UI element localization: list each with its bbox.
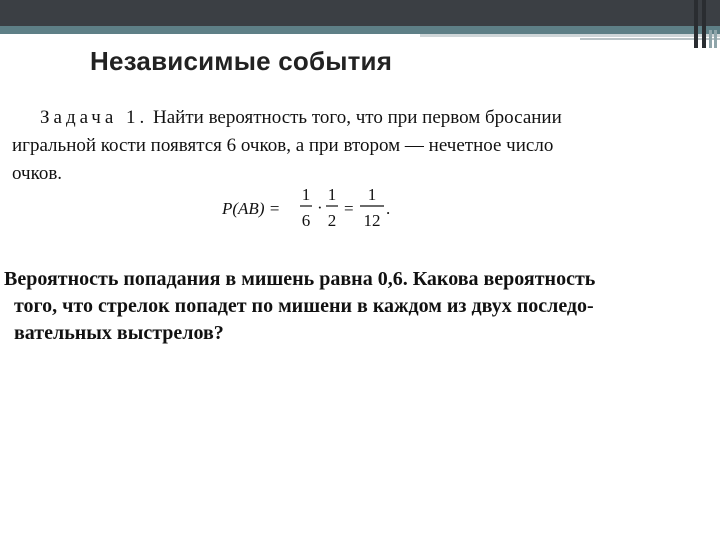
fraction-3-numerator: 1 [367,185,377,204]
fraction-2-numerator: 1 [327,185,337,204]
corner-decoration [714,30,717,48]
task-1-label: Задача 1. [40,107,149,128]
formula-dot: · [317,198,323,217]
slide-top-strip [420,34,720,37]
formula-equals: = [344,199,354,218]
probability-formula [222,186,402,232]
formula-period: . [386,199,391,218]
task-2-line-3: вательных выстрелов? [14,322,224,344]
corner-decoration [694,0,698,48]
task-2-line-2: того, что стрелок попадет по мишени в каждом из двух последо- [14,295,594,317]
corner-decoration [702,0,706,48]
fraction-1-numerator: 1 [301,185,311,204]
slide-title: Независимые события [90,46,393,76]
slide-top-bar [0,0,720,26]
fraction-2-denominator: 2 [327,211,337,230]
task-2-line-1: Вероятность попадания в мишень равна 0,6. Какова вероятность [4,268,596,290]
fraction-3-denominator: 12 [363,211,381,230]
task-1 [12,104,702,188]
slide-top-accent [0,26,720,34]
task-1-line-2: игральной кости появятся 6 очков, а при втором — нечетное число [12,135,554,156]
task-1-line-3: очков. [12,163,63,184]
corner-decoration [709,30,712,48]
task-1-line-1 [12,104,702,132]
slide-top-strip-secondary [580,38,720,40]
task-1-text-line-1: Найти вероятность того, что при первом бросании [153,107,562,128]
task-2 [4,266,714,347]
formula-svg [222,186,402,232]
formula-lhs: P(AB) = [222,199,281,218]
fraction-1-denominator: 6 [301,211,311,230]
